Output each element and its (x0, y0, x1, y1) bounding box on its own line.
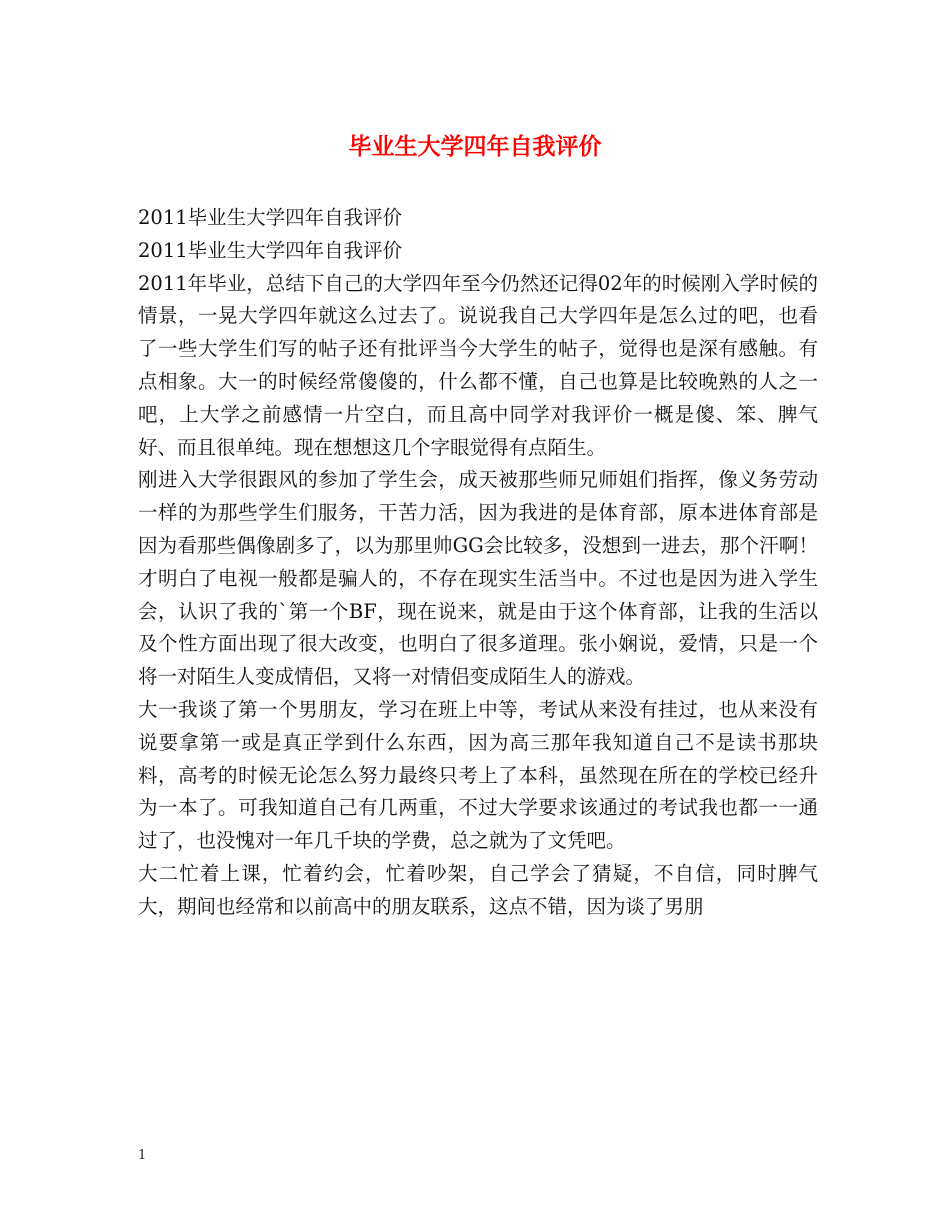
paragraph-subtitle-1: 2011毕业生大学四年自我评价 (138, 206, 403, 229)
page-number: 1 (138, 1148, 147, 1163)
paragraph-intro: 2011年毕业，总结下自己的大学四年至今仍然还记得02年的时候刚入学时候的情景，一晃大学四年就这么过去了。说说我自己大学四年是怎么过的吧，也看了一些大学生们写的帖子还有批评当今大学生的帖子，觉得也是深有感触。有点相象。大一的时候经常傻傻的，什么都不懂，自己也算是比较晚熟的人之一吧，上大学之前感情一片空白，而且高中同学对我评价一概是傻、笨、脾气好、而且很单纯。现在想想这几个字眼觉得有点陌生。 (138, 271, 818, 459)
paragraph-student-union: 刚进入大学很跟风的参加了学生会，成天被那些师兄师姐们指挥，像义务劳动一样的为那些学生们服务，干苦力活，因为我进的是体育部，原本进体育部是因为看那些偶像剧多了，以为那里帅GG会比较多，没想到一进去，那个汗啊！才明白了电视一般都是骗人的，不存在现实生活当中。不过也是因为进入学生会，认识了我的`第一个BF，现在说来，就是由于这个体育部，让我的生活以及个性方面出现了很大改变，也明白了很多道理。张小娴说，爱情，只是一个将一对陌生人变成情侣，又将一对情侣变成陌生人的游戏。 (138, 468, 818, 689)
paragraph-first-year: 大一我谈了第一个男朋友，学习在班上中等，考试从来没有挂过，也从来没有说要拿第一或是真正学到什么东西，因为高三那年我知道自己不是读书那块料，高考的时候无论怎么努力最终只考上了本科，虽然现在所在的学校已经升为一本了。可我知道自己有几两重，不过大学要求该通过的考试我也都一一通过了，也没愧对一年几千块的学费，总之就为了文凭吧。 (138, 697, 818, 853)
paragraph-second-year: 大二忙着上课，忙着约会，忙着吵架，自己学会了猜疑，不自信，同时脾气大，期间也经常和以前高中的朋友联系，这点不错，因为谈了男朋 (138, 861, 818, 918)
document-title: 毕业生大学四年自我评价 (348, 133, 602, 160)
document-body (138, 202, 818, 924)
paragraph-subtitle-2: 2011毕业生大学四年自我评价 (138, 238, 403, 262)
